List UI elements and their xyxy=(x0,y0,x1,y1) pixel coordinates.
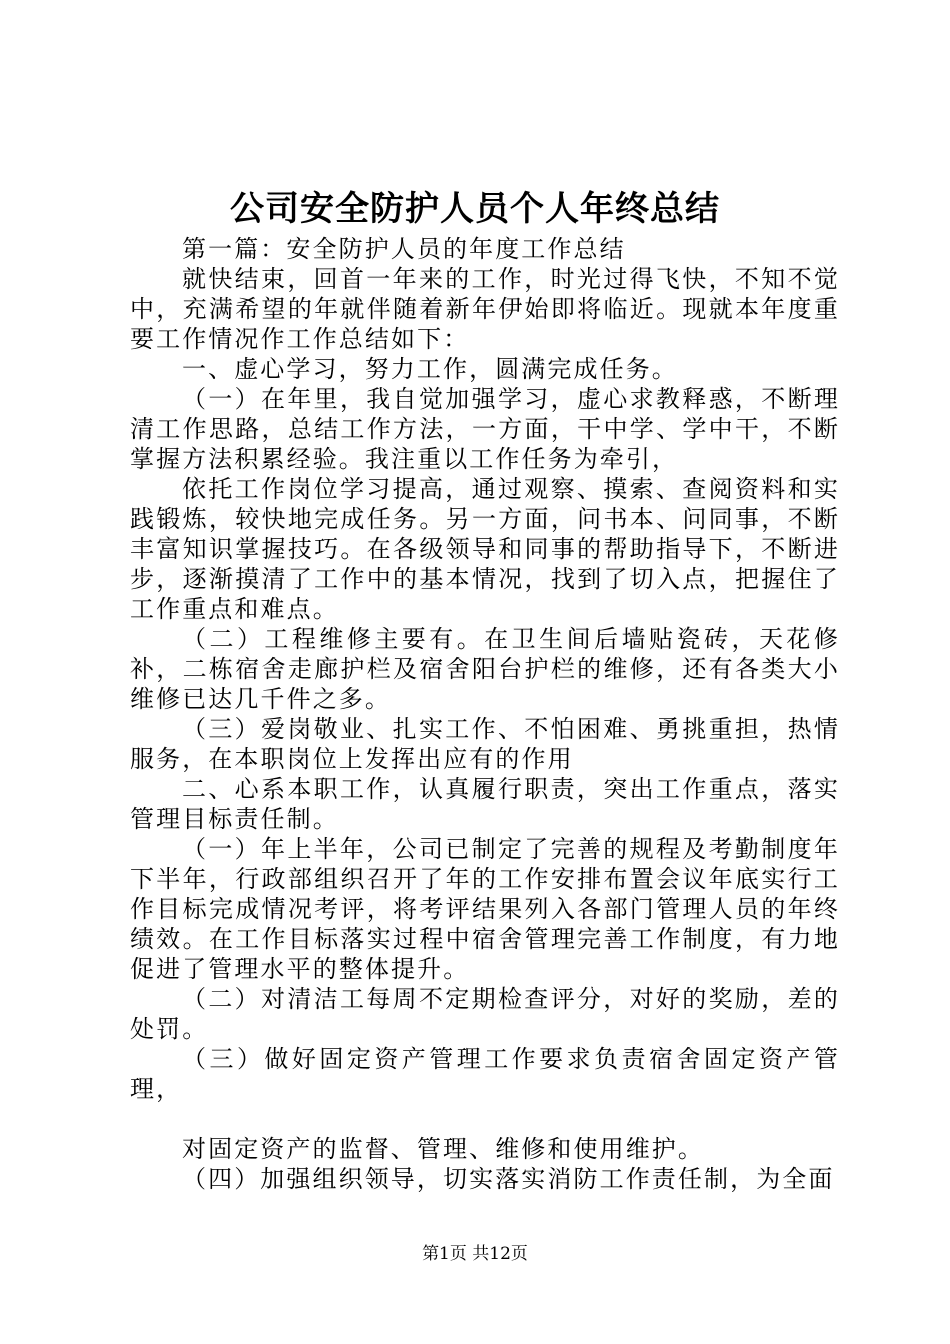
paragraph-item-2-4: （四）加强组织领导，切实落实消防工作责任制，为全面 xyxy=(182,1165,835,1193)
paragraph-item-2-3: （三）做好固定资产管理工作要求负责宿舍固定资产管理， xyxy=(130,1045,840,1103)
paragraph-item-2-2: （二）对清洁工每周不定期检查评分，对好的奖励，差的处罚。 xyxy=(130,985,840,1043)
paragraph-item-1-2: （二）工程维修主要有。在卫生间后墙贴瓷砖，天花修补，二栋宿舍走廊护栏及宿舍阳台护栏的维修，还有各类大小维修已达几千件之多。 xyxy=(130,625,840,713)
paragraph-item-2-3-cont: 对固定资产的监督、管理、维修和使用维护。 xyxy=(182,1135,704,1163)
page-number-footer: 第1页 共12页 xyxy=(422,1244,528,1264)
paragraph-item-1-1: （一）在年里，我自觉加强学习，虚心求教释惑，不断理清工作思路，总结工作方法，一方面，干中学、学中干，不断掌握方法积累经验。我注重以工作任务为牵引， xyxy=(130,385,840,473)
paragraph-item-1-1-cont: 依托工作岗位学习提高，通过观察、摸索、查阅资料和实践锻炼，较快地完成任务。另一方面，问书本、问同事，不断丰富知识掌握技巧。在各级领导和同事的帮助指导下，不断进步，逐渐摸清了工作中的基本情况，找到了切入点，把握住了工作重点和难点。 xyxy=(130,475,840,623)
paragraph-part-two-heading: 二、心系本职工作，认真履行职责，突出工作重点，落实管理目标责任制。 xyxy=(130,775,840,833)
paragraph-item-2-1: （一）年上半年，公司已制定了完善的规程及考勤制度年下半年，行政部组织召开了年的工作安排布置会议年底实行工作目标完成情况考评，将考评结果列入各部门管理人员的年终绩效。在工作目标落实过程中宿舍管理完善工作制度，有力地促进了管理水平的整体提升。 xyxy=(130,835,840,983)
paragraph-part-one-heading: 一、虚心学习，努力工作，圆满完成任务。 xyxy=(182,355,678,383)
paragraph-section-heading: 第一篇：安全防护人员的年度工作总结 xyxy=(182,235,626,263)
document-title: 公司安全防护人员个人年终总结 xyxy=(230,189,720,229)
document-body xyxy=(130,234,840,1194)
paragraph-item-1-3: （三）爱岗敬业、扎实工作、不怕困难、勇挑重担，热情服务，在本职岗位上发挥出应有的作用 xyxy=(130,715,840,773)
paragraph-intro: 就快结束，回首一年来的工作，时光过得飞快，不知不觉中，充满希望的年就伴随着新年伊始即将临近。现就本年度重要工作情况作工作总结如下： xyxy=(130,265,840,353)
